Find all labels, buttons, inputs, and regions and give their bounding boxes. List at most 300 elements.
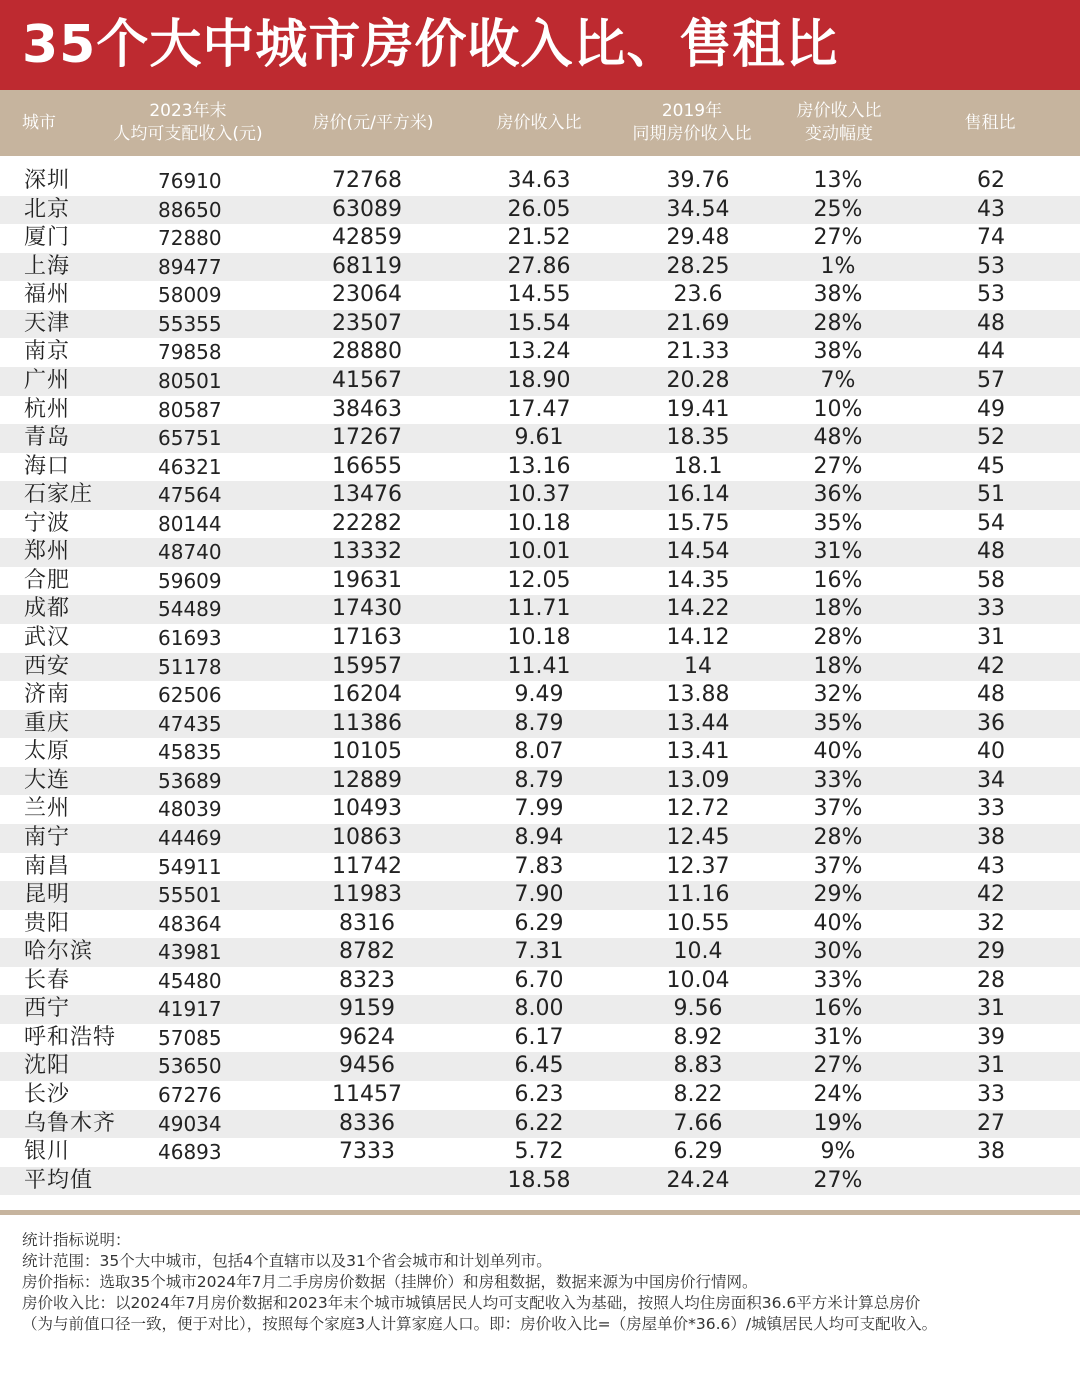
ratio-2019-cell: 10.4: [673, 939, 723, 965]
table-row: [0, 396, 1080, 425]
income-cell: 72880: [158, 226, 222, 251]
city-cell: 深圳: [24, 168, 71, 193]
rent-ratio-cell: 38: [977, 824, 1005, 850]
ratio-2019-cell: 13.41: [666, 739, 730, 765]
rent-ratio-cell: 29: [977, 939, 1005, 965]
ratio-2019-cell: 11.16: [666, 882, 730, 908]
price-cell: 8336: [339, 1110, 395, 1136]
change-cell: 27%: [813, 1167, 863, 1193]
rent-ratio-cell: 51: [977, 482, 1005, 508]
rent-ratio-cell: 31: [977, 1053, 1005, 1079]
table-row: [0, 853, 1080, 882]
header-ratio-2019: 2019年 同期房价收入比: [632, 101, 752, 144]
ratio-cell: 27.86: [507, 253, 571, 279]
city-cell: 长沙: [24, 1082, 71, 1107]
page-title: 35个大中城市房价收入比、售租比: [22, 15, 839, 75]
price-cell: 8316: [339, 910, 395, 936]
rent-ratio-cell: 33: [977, 596, 1005, 622]
price-cell: 72768: [332, 168, 402, 193]
rent-ratio-cell: 43: [977, 196, 1005, 222]
price-cell: 13476: [332, 482, 402, 508]
ratio-2019-cell: 14.54: [666, 539, 730, 565]
table-row: [0, 481, 1080, 510]
income-cell: 59609: [158, 568, 222, 593]
header-city: 城市: [22, 112, 56, 133]
ratio-cell: 10.01: [507, 539, 571, 565]
table-row: [0, 681, 1080, 710]
rent-ratio-cell: 52: [977, 425, 1005, 451]
change-cell: 24%: [813, 1082, 863, 1107]
income-cell: 80587: [158, 397, 222, 422]
city-cell: 成都: [24, 596, 71, 622]
ratio-cell: 8.79: [514, 767, 564, 793]
ratio-cell: 26.05: [507, 196, 571, 222]
rent-ratio-cell: 33: [977, 796, 1005, 822]
rent-ratio-cell: 42: [977, 882, 1005, 908]
ratio-cell: 13.16: [507, 453, 571, 479]
header-change: 房价收入比 变动幅度: [796, 101, 882, 144]
city-cell: 石家庄: [24, 482, 94, 508]
average-row: [0, 1167, 1080, 1196]
income-cell: 80144: [158, 511, 222, 536]
price-cell: 16204: [332, 682, 402, 708]
rent-ratio-cell: 57: [977, 367, 1005, 393]
table-row: [0, 510, 1080, 539]
income-cell: 48740: [158, 540, 222, 565]
city-cell: 北京: [24, 196, 71, 222]
notes-ratio-formula: （为与前值口径一致，便于对比），按照每个家庭3人计算家庭人口。即：房价收入比=（房屋单价*36.6）/城镇居民人均可支配收入。: [22, 1315, 938, 1333]
city-cell: 武汉: [24, 625, 71, 650]
price-cell: 19631: [332, 567, 402, 593]
price-cell: 7333: [339, 1139, 395, 1165]
rent-ratio-cell: 27: [977, 1110, 1005, 1136]
table-row: [0, 624, 1080, 653]
city-cell: 天津: [24, 310, 71, 336]
city-cell: 广州: [24, 367, 71, 393]
price-cell: 15957: [332, 653, 402, 679]
ratio-2019-cell: 12.37: [666, 853, 730, 879]
change-cell: 29%: [813, 882, 863, 908]
change-cell: 33%: [813, 767, 863, 793]
table-row: [0, 253, 1080, 282]
income-cell: 41917: [158, 997, 222, 1022]
rent-ratio-cell: 40: [977, 739, 1005, 765]
income-cell: 47435: [158, 711, 222, 736]
header-price: 房价(元/平方米): [312, 112, 434, 133]
income-cell: 55501: [158, 883, 222, 908]
table-row: [0, 424, 1080, 453]
ratio-cell: 34.63: [507, 168, 571, 193]
income-cell: 58009: [158, 283, 222, 308]
change-cell: 10%: [813, 396, 863, 422]
income-cell: 53689: [158, 768, 222, 793]
price-cell: 13332: [332, 539, 402, 565]
price-cell: 9159: [339, 996, 395, 1022]
change-cell: 9%: [820, 1139, 856, 1165]
income-cell: 45835: [158, 740, 222, 765]
table-row: [0, 1024, 1080, 1053]
ratio-2019-cell: 19.41: [666, 396, 730, 422]
rent-ratio-cell: 38: [977, 1139, 1005, 1165]
rent-ratio-cell: 33: [977, 1082, 1005, 1107]
ratio-cell: 10.37: [507, 482, 571, 508]
ratio-2019-cell: 14.22: [666, 596, 730, 622]
ratio-2019-cell: 18.35: [666, 425, 730, 451]
change-cell: 28%: [813, 310, 863, 336]
table-row: [0, 1081, 1080, 1110]
ratio-cell: 10.18: [507, 625, 571, 650]
price-cell: 17163: [332, 625, 402, 650]
title-bar: [0, 0, 1080, 90]
price-cell: 41567: [332, 367, 402, 393]
income-cell: 48039: [158, 797, 222, 822]
ratio-2019-cell: 16.14: [666, 482, 730, 508]
city-cell: 贵阳: [24, 910, 71, 936]
ratio-cell: 8.79: [514, 710, 564, 736]
city-cell: 福州: [24, 282, 71, 308]
ratio-2019-cell: 13.44: [666, 710, 730, 736]
header-rent: 售租比: [964, 112, 1016, 133]
change-cell: 32%: [813, 682, 863, 708]
table-row: [0, 795, 1080, 824]
change-cell: 16%: [813, 996, 863, 1022]
ratio-cell: 9.61: [514, 425, 564, 451]
table-row: [0, 881, 1080, 910]
city-cell: 南昌: [24, 853, 71, 879]
ratio-2019-cell: 6.29: [673, 1139, 723, 1165]
city-cell: 郑州: [24, 539, 71, 565]
ratio-cell: 7.99: [514, 796, 564, 822]
city-cell: 海口: [24, 453, 71, 479]
price-cell: 9456: [339, 1053, 395, 1079]
rent-ratio-cell: 31: [977, 996, 1005, 1022]
rent-ratio-cell: 45: [977, 453, 1005, 479]
change-cell: 13%: [813, 168, 863, 193]
ratio-2019-cell: 34.54: [666, 196, 730, 222]
city-cell: 平均值: [24, 1167, 94, 1193]
ratio-cell: 9.49: [514, 682, 564, 708]
city-cell: 重庆: [24, 710, 71, 736]
ratio-2019-cell: 24.24: [666, 1167, 730, 1193]
city-cell: 长春: [24, 967, 71, 993]
rent-ratio-cell: 44: [977, 339, 1005, 365]
ratio-2019-cell: 29.48: [666, 225, 730, 251]
ratio-cell: 17.47: [507, 396, 571, 422]
ratio-cell: 6.45: [514, 1053, 564, 1079]
price-cell: 11742: [332, 853, 402, 879]
city-cell: 呼和浩特: [24, 1024, 117, 1050]
ratio-cell: 15.54: [507, 310, 571, 336]
ratio-2019-cell: 10.04: [666, 967, 730, 993]
income-cell: 55355: [158, 311, 222, 336]
change-cell: 28%: [813, 824, 863, 850]
ratio-cell: 21.52: [507, 225, 571, 251]
income-cell: 62506: [158, 683, 222, 708]
price-cell: 22282: [332, 510, 402, 536]
city-cell: 宁波: [24, 510, 71, 536]
change-cell: 27%: [813, 225, 863, 251]
change-cell: 25%: [813, 196, 863, 222]
income-cell: 49034: [158, 1111, 222, 1136]
ratio-2019-cell: 8.83: [673, 1053, 723, 1079]
city-cell: 上海: [24, 253, 71, 279]
ratio-2019-cell: 13.09: [666, 767, 730, 793]
city-cell: 哈尔滨: [24, 939, 94, 965]
ratio-cell: 5.72: [514, 1139, 564, 1165]
city-cell: 南宁: [24, 824, 71, 850]
rent-ratio-cell: 36: [977, 710, 1005, 736]
ratio-cell: 11.41: [507, 653, 571, 679]
price-cell: 10105: [332, 739, 402, 765]
income-cell: 80501: [158, 368, 222, 393]
ratio-cell: 7.90: [514, 882, 564, 908]
rent-ratio-cell: 53: [977, 282, 1005, 308]
ratio-2019-cell: 20.28: [666, 367, 730, 393]
rent-ratio-cell: 74: [977, 225, 1005, 251]
city-cell: 乌鲁木齐: [24, 1110, 117, 1136]
ratio-2019-cell: 9.56: [673, 996, 723, 1022]
rent-ratio-cell: 48: [977, 682, 1005, 708]
price-cell: 11457: [332, 1082, 402, 1107]
change-cell: 27%: [813, 453, 863, 479]
change-cell: 1%: [820, 253, 856, 279]
change-cell: 16%: [813, 567, 863, 593]
ratio-cell: 6.17: [514, 1024, 564, 1050]
rent-ratio-cell: 53: [977, 253, 1005, 279]
ratio-2019-cell: 18.1: [673, 453, 723, 479]
table-row: [0, 1138, 1080, 1167]
table-row: [0, 224, 1080, 253]
table-row: [0, 1052, 1080, 1081]
income-cell: 48364: [158, 911, 222, 936]
table-row: [0, 738, 1080, 767]
price-cell: 17430: [332, 596, 402, 622]
table-row: [0, 595, 1080, 624]
change-cell: 33%: [813, 967, 863, 993]
change-cell: 27%: [813, 1053, 863, 1079]
rent-ratio-cell: 49: [977, 396, 1005, 422]
city-cell: 合肥: [24, 567, 71, 593]
header-income: 2023年末 人均可支配收入(元): [113, 101, 263, 144]
table-row: [0, 167, 1080, 196]
ratio-2019-cell: 39.76: [666, 168, 730, 193]
city-cell: 青岛: [24, 425, 71, 451]
ratio-cell: 11.71: [507, 596, 571, 622]
income-cell: 43981: [158, 940, 222, 965]
city-cell: 沈阳: [24, 1053, 71, 1079]
table-row: [0, 710, 1080, 739]
notes-section: [22, 1230, 1062, 1335]
table-header: [0, 90, 1080, 156]
income-cell: 54489: [158, 597, 222, 622]
price-cell: 9624: [339, 1024, 395, 1050]
ratio-cell: 6.70: [514, 967, 564, 993]
change-cell: 35%: [813, 510, 863, 536]
ratio-cell: 8.00: [514, 996, 564, 1022]
price-cell: 28880: [332, 339, 402, 365]
ratio-cell: 18.90: [507, 367, 571, 393]
table-body: [0, 167, 1080, 1195]
rent-ratio-cell: 48: [977, 310, 1005, 336]
price-cell: 16655: [332, 453, 402, 479]
change-cell: 37%: [813, 853, 863, 879]
income-cell: 61693: [158, 626, 222, 650]
rent-ratio-cell: 32: [977, 910, 1005, 936]
table-row: [0, 310, 1080, 339]
ratio-cell: 12.05: [507, 567, 571, 593]
table-row: [0, 995, 1080, 1024]
rent-ratio-cell: 31: [977, 625, 1005, 650]
change-cell: 37%: [813, 796, 863, 822]
ratio-2019-cell: 12.72: [666, 796, 730, 822]
ratio-2019-cell: 14.35: [666, 567, 730, 593]
income-cell: 53650: [158, 1054, 222, 1079]
income-cell: 65751: [158, 426, 222, 451]
change-cell: 31%: [813, 1024, 863, 1050]
price-cell: 10493: [332, 796, 402, 822]
income-cell: 45480: [158, 968, 222, 993]
income-cell: 79858: [158, 340, 222, 365]
price-cell: 68119: [332, 253, 402, 279]
ratio-cell: 13.24: [507, 339, 571, 365]
rent-ratio-cell: 43: [977, 853, 1005, 879]
ratio-cell: 18.58: [507, 1167, 571, 1193]
rent-ratio-cell: 54: [977, 510, 1005, 536]
income-cell: 51178: [158, 654, 222, 679]
table-row: [0, 338, 1080, 367]
table-row: [0, 653, 1080, 682]
income-cell: 47564: [158, 483, 222, 508]
ratio-cell: 7.83: [514, 853, 564, 879]
ratio-2019-cell: 14.12: [666, 625, 730, 650]
change-cell: 38%: [813, 282, 863, 308]
table-row: [0, 767, 1080, 796]
ratio-2019-cell: 8.92: [673, 1024, 723, 1050]
notes-price-indicator: 房价指标：选取35个城市2024年7月二手房房价数据（挂牌价）和房租数据，数据来源为中国房价行情网。: [22, 1273, 758, 1291]
ratio-2019-cell: 23.6: [673, 282, 723, 308]
income-cell: 57085: [158, 1025, 222, 1050]
city-cell: 厦门: [24, 225, 71, 251]
change-cell: 40%: [813, 739, 863, 765]
ratio-cell: 6.29: [514, 910, 564, 936]
rent-ratio-cell: 62: [977, 168, 1005, 193]
city-cell: 太原: [24, 739, 71, 765]
price-cell: 63089: [332, 196, 402, 222]
price-cell: 11386: [332, 710, 402, 736]
table-row: [0, 196, 1080, 225]
ratio-2019-cell: 21.69: [666, 310, 730, 336]
rent-ratio-cell: 48: [977, 539, 1005, 565]
change-cell: 31%: [813, 539, 863, 565]
ratio-2019-cell: 13.88: [666, 682, 730, 708]
price-cell: 17267: [332, 425, 402, 451]
table-row: [0, 967, 1080, 996]
city-cell: 兰州: [24, 796, 71, 822]
income-cell: 76910: [158, 169, 222, 193]
table-row: [0, 453, 1080, 482]
rent-ratio-cell: 42: [977, 653, 1005, 679]
city-cell: 昆明: [24, 882, 71, 908]
ratio-2019-cell: 12.45: [666, 824, 730, 850]
table-row: [0, 938, 1080, 967]
ratio-2019-cell: 14: [684, 653, 712, 679]
ratio-2019-cell: 10.55: [666, 910, 730, 936]
city-cell: 济南: [24, 682, 71, 708]
price-cell: 12889: [332, 767, 402, 793]
header-ratio: 房价收入比: [496, 112, 582, 133]
change-cell: 48%: [813, 425, 863, 451]
city-cell: 西宁: [24, 996, 71, 1022]
ratio-2019-cell: 7.66: [673, 1110, 723, 1136]
city-cell: 西安: [24, 653, 71, 679]
change-cell: 38%: [813, 339, 863, 365]
ratio-cell: 7.31: [514, 939, 564, 965]
price-cell: 11983: [332, 882, 402, 908]
ratio-2019-cell: 21.33: [666, 339, 730, 365]
price-cell: 8323: [339, 967, 395, 993]
income-cell: 46893: [158, 1140, 222, 1165]
income-cell: 89477: [158, 254, 222, 279]
table-row: [0, 281, 1080, 310]
rent-ratio-cell: 39: [977, 1024, 1005, 1050]
ratio-cell: 14.55: [507, 282, 571, 308]
notes-heading: 统计指标说明：: [22, 1231, 131, 1249]
city-cell: 银川: [24, 1139, 71, 1165]
price-cell: 38463: [332, 396, 402, 422]
table-row: [0, 910, 1080, 939]
ratio-cell: 8.94: [514, 824, 564, 850]
change-cell: 18%: [813, 653, 863, 679]
income-cell: 44469: [158, 825, 222, 850]
city-cell: 杭州: [24, 396, 71, 422]
income-cell: 54911: [158, 854, 222, 879]
ratio-2019-cell: 28.25: [666, 253, 730, 279]
change-cell: 35%: [813, 710, 863, 736]
city-cell: 大连: [24, 767, 71, 793]
ratio-2019-cell: 8.22: [673, 1082, 723, 1107]
table-row: [0, 1110, 1080, 1139]
table-row: [0, 824, 1080, 853]
change-cell: 18%: [813, 596, 863, 622]
notes-scope: 统计范围：35个大中城市，包括4个直辖市以及31个省会城市和计划单列市。: [22, 1252, 552, 1270]
change-cell: 30%: [813, 939, 863, 965]
ratio-2019-cell: 15.75: [666, 510, 730, 536]
income-cell: 46321: [158, 454, 222, 479]
ratio-cell: 6.22: [514, 1110, 564, 1136]
rent-ratio-cell: 58: [977, 567, 1005, 593]
bottom-divider: [0, 1210, 1080, 1215]
ratio-cell: 8.07: [514, 739, 564, 765]
city-cell: 南京: [24, 339, 71, 365]
ratio-cell: 10.18: [507, 510, 571, 536]
income-cell: 67276: [158, 1083, 222, 1107]
change-cell: 36%: [813, 482, 863, 508]
table-row: [0, 567, 1080, 596]
price-cell: 23507: [332, 310, 402, 336]
change-cell: 19%: [813, 1110, 863, 1136]
rent-ratio-cell: 34: [977, 767, 1005, 793]
price-cell: 42859: [332, 225, 402, 251]
notes-ratio-definition: 房价收入比：以2024年7月房价数据和2023年末个城市城镇居民人均可支配收入为基础，按照人均住房面积36.6平方米计算总房价: [22, 1294, 921, 1312]
table-row: [0, 538, 1080, 567]
price-cell: 10863: [332, 824, 402, 850]
change-cell: 7%: [820, 367, 856, 393]
table-row: [0, 367, 1080, 396]
rent-ratio-cell: 28: [977, 967, 1005, 993]
change-cell: 28%: [813, 625, 863, 650]
price-cell: 23064: [332, 282, 402, 308]
ratio-cell: 6.23: [514, 1082, 564, 1107]
